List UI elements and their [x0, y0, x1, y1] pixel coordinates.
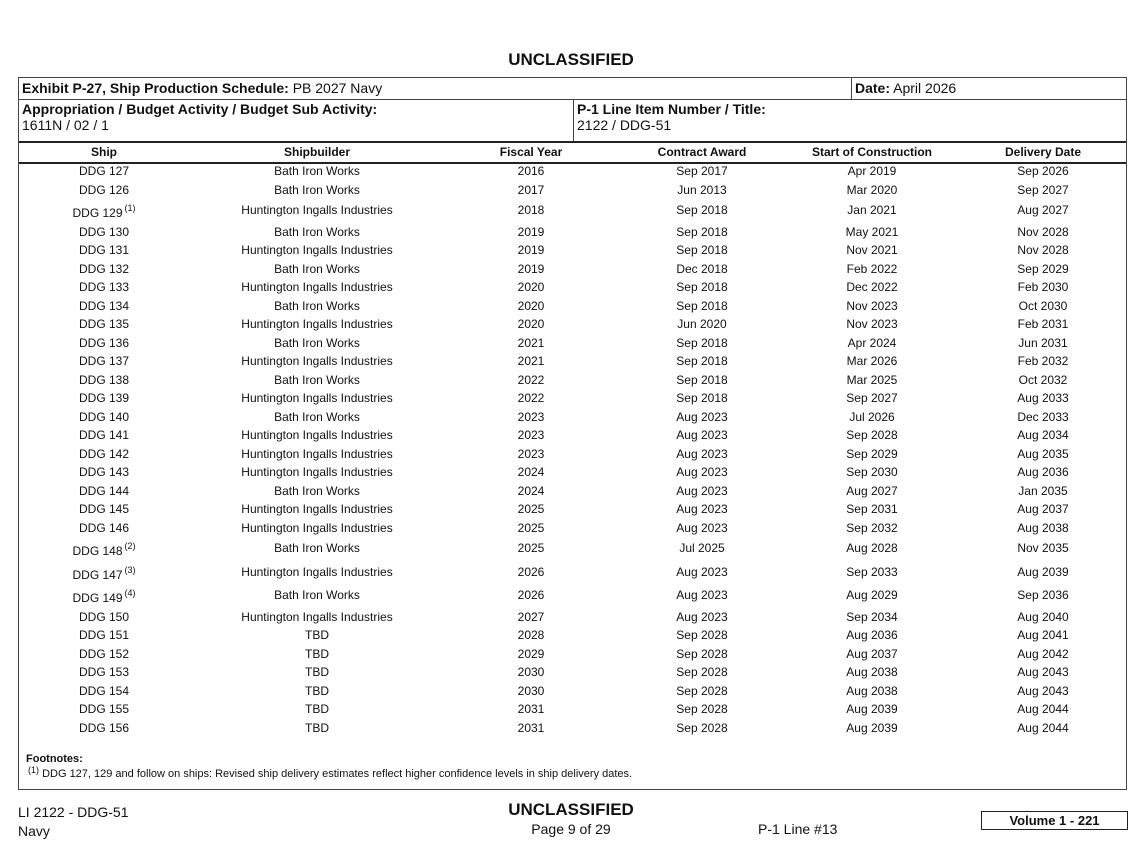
- col-header-shipbuilder: Shipbuilder: [284, 145, 350, 159]
- cell-contract-award: Aug 2023: [676, 409, 728, 424]
- cell-delivery-date: Aug 2039: [1017, 564, 1069, 579]
- cell-shipbuilder: Huntington Ingalls Industries: [241, 317, 393, 331]
- cell-ship: [79, 317, 129, 331]
- cell-ship: [79, 183, 129, 197]
- cell-contract-award: Sep 2018: [676, 391, 728, 405]
- cell-ship: [79, 684, 129, 698]
- cell-fiscal-year: 2025: [517, 541, 545, 555]
- cell-start-construction: Apr 2019: [847, 164, 897, 178]
- exhibit-value: PB 2027 Navy: [292, 80, 383, 96]
- cell-contract-award: Sep 2018: [676, 298, 728, 313]
- ship-name: DDG 134: [78, 298, 130, 313]
- table-row: [19, 243, 1126, 262]
- cell-delivery-date: Nov 2028: [1017, 224, 1069, 239]
- cell-contract-award: Sep 2018: [676, 203, 728, 217]
- ship-name: DDG 148: [72, 544, 123, 558]
- cell-delivery-date: Jun 2031: [1018, 335, 1068, 350]
- cell-start-construction: Mar 2025: [846, 372, 898, 387]
- footer-center: [0, 800, 1142, 837]
- cell-start-construction: Sep 2030: [846, 465, 898, 479]
- cell-start-construction: Aug 2038: [846, 683, 898, 698]
- cell-ship: [79, 299, 129, 313]
- cell-delivery-date: Aug 2044: [1017, 702, 1069, 716]
- table-row: [19, 428, 1126, 447]
- table-row: [19, 484, 1126, 503]
- cell-contract-award: Jun 2020: [677, 317, 727, 331]
- table-row: [19, 373, 1126, 392]
- cell-delivery-date: Aug 2035: [1017, 446, 1069, 461]
- footer-line-item: LI 2122 - DDG-51: [18, 804, 129, 820]
- col-header-contract-award: Contract Award: [657, 145, 747, 159]
- cell-shipbuilder: Huntington Ingalls Industries: [241, 502, 393, 516]
- table-row: [19, 721, 1126, 740]
- column-headers: [19, 143, 1126, 164]
- ship-name: DDG 155: [78, 702, 130, 716]
- ship-name: DDG 145: [78, 502, 130, 516]
- cell-fiscal-year: 2019: [517, 224, 545, 239]
- table-row: [19, 201, 1126, 225]
- cell-start-construction: Aug 2036: [846, 628, 898, 642]
- cell-start-construction: Aug 2038: [846, 665, 898, 679]
- cell-ship: [79, 428, 129, 442]
- exhibit-label: Exhibit P-27, Ship Production Schedule:: [22, 80, 289, 96]
- cell-start-construction: Aug 2027: [846, 483, 898, 498]
- cell-ship: [79, 410, 129, 424]
- table-row: [19, 354, 1126, 373]
- cell-delivery-date: Feb 2030: [1017, 280, 1069, 294]
- cell-start-construction: Mar 2026: [846, 354, 898, 368]
- ship-name: DDG 156: [78, 720, 130, 735]
- cell-ship: [72, 203, 136, 220]
- cell-start-construction: Sep 2032: [846, 520, 898, 535]
- cell-shipbuilder: Bath Iron Works: [274, 182, 360, 197]
- cell-delivery-date: Feb 2031: [1017, 317, 1069, 331]
- ship-name: DDG 140: [78, 409, 130, 424]
- cell-fiscal-year: 2030: [517, 683, 545, 698]
- table-row: [19, 164, 1126, 183]
- cell-delivery-date: Sep 2026: [1017, 164, 1069, 178]
- ship-footnote-mark: (1): [124, 203, 136, 213]
- cell-start-construction: Aug 2039: [846, 702, 898, 716]
- table-row: [19, 465, 1126, 484]
- cell-contract-award: Sep 2018: [676, 280, 728, 294]
- cell-contract-award: Aug 2023: [676, 502, 728, 516]
- col-header-delivery-date: Delivery Date: [1004, 145, 1082, 159]
- cell-ship: [79, 225, 129, 239]
- cell-delivery-date: Aug 2041: [1017, 628, 1069, 642]
- cell-shipbuilder: Bath Iron Works: [274, 224, 360, 239]
- cell-contract-award: Sep 2028: [676, 646, 728, 661]
- cell-shipbuilder: Huntington Ingalls Industries: [241, 465, 393, 479]
- cell-fiscal-year: 2023: [517, 428, 545, 442]
- table-row: [19, 502, 1126, 521]
- exhibit-title: [22, 80, 382, 96]
- table-row: [19, 628, 1126, 647]
- cell-fiscal-year: 2031: [517, 720, 545, 735]
- footnotes-title: Footnotes:: [26, 753, 83, 765]
- table-row: [19, 299, 1126, 318]
- ship-name: DDG 126: [78, 182, 130, 197]
- cell-shipbuilder: Bath Iron Works: [274, 261, 360, 276]
- date-label: Date:: [855, 80, 891, 96]
- cell-delivery-date: Aug 2040: [1017, 609, 1069, 624]
- header-row-exhibit: [19, 78, 1126, 100]
- ship-name: DDG 141: [78, 428, 130, 442]
- table-row: [19, 336, 1126, 355]
- ship-name: DDG 135: [78, 317, 130, 331]
- cell-fiscal-year: 2016: [517, 164, 545, 178]
- cell-delivery-date: Aug 2034: [1017, 428, 1069, 442]
- cell-start-construction: Mar 2020: [846, 182, 898, 197]
- exhibit-frame: [18, 77, 1127, 790]
- volume-box: Volume 1 - 221: [981, 811, 1128, 830]
- cell-ship: [79, 447, 129, 461]
- table-row: [19, 610, 1126, 629]
- cell-contract-award: Sep 2018: [676, 224, 728, 239]
- cell-contract-award: Sep 2028: [676, 683, 728, 698]
- table-row: [19, 225, 1126, 244]
- cell-shipbuilder: Huntington Ingalls Industries: [241, 609, 393, 624]
- cell-fiscal-year: 2024: [517, 483, 545, 498]
- cell-ship: [79, 702, 129, 716]
- cell-contract-award: Sep 2018: [676, 243, 728, 257]
- p1-line-cell: [573, 99, 1126, 141]
- cell-shipbuilder: Bath Iron Works: [274, 409, 360, 424]
- cell-delivery-date: Nov 2035: [1017, 541, 1069, 555]
- ship-name: DDG 151: [78, 628, 130, 642]
- cell-fiscal-year: 2026: [517, 588, 545, 602]
- cell-start-construction: Apr 2024: [847, 335, 897, 350]
- cell-ship: [72, 588, 136, 605]
- cell-start-construction: Nov 2023: [846, 317, 898, 331]
- cell-start-construction: Aug 2037: [846, 646, 898, 661]
- cell-contract-award: Sep 2028: [676, 720, 728, 735]
- cell-start-construction: Aug 2029: [846, 588, 898, 602]
- cell-contract-award: Aug 2023: [676, 564, 728, 579]
- cell-fiscal-year: 2024: [517, 465, 545, 479]
- cell-shipbuilder: Bath Iron Works: [274, 335, 360, 350]
- ship-name: DDG 129: [72, 206, 123, 220]
- cell-shipbuilder: Bath Iron Works: [274, 588, 360, 602]
- cell-delivery-date: Aug 2036: [1017, 465, 1069, 479]
- cell-fiscal-year: 2022: [517, 372, 545, 387]
- table-row: [19, 563, 1126, 587]
- cell-shipbuilder: Bath Iron Works: [274, 483, 360, 498]
- cell-start-construction: Sep 2028: [846, 428, 898, 442]
- schedule-table-body: [19, 164, 1126, 739]
- ship-name: DDG 150: [78, 609, 130, 624]
- table-row: [19, 665, 1126, 684]
- header-row-appropriation: [19, 99, 1126, 143]
- cell-start-construction: May 2021: [845, 224, 899, 239]
- cell-shipbuilder: Huntington Ingalls Industries: [241, 391, 393, 405]
- ship-name: DDG 137: [78, 354, 130, 368]
- cell-delivery-date: Jan 2035: [1018, 483, 1068, 498]
- cell-delivery-date: Aug 2042: [1017, 646, 1069, 661]
- cell-start-construction: Sep 2031: [846, 502, 898, 516]
- cell-delivery-date: Aug 2037: [1017, 502, 1069, 516]
- cell-shipbuilder: Huntington Ingalls Industries: [241, 280, 393, 294]
- table-row: [19, 183, 1126, 202]
- cell-shipbuilder: Bath Iron Works: [274, 298, 360, 313]
- cell-ship: [79, 721, 129, 735]
- cell-delivery-date: Feb 2032: [1017, 354, 1069, 368]
- classification-top: UNCLASSIFIED: [508, 50, 634, 69]
- table-row: [19, 586, 1126, 610]
- table-row: [19, 447, 1126, 466]
- cell-delivery-date: Aug 2043: [1017, 665, 1069, 679]
- cell-delivery-date: Aug 2027: [1017, 203, 1069, 217]
- ship-footnote-mark: (3): [124, 564, 136, 575]
- cell-delivery-date: Aug 2043: [1017, 683, 1069, 698]
- cell-shipbuilder: Huntington Ingalls Industries: [241, 520, 393, 535]
- cell-fiscal-year: 2029: [517, 646, 545, 661]
- ship-name: DDG 131: [78, 243, 130, 257]
- date-cell: [851, 78, 1126, 99]
- cell-contract-award: Sep 2018: [676, 354, 728, 368]
- cell-shipbuilder: TBD: [305, 665, 329, 679]
- cell-ship: [79, 628, 129, 642]
- ship-name: DDG 143: [78, 465, 130, 479]
- cell-shipbuilder: TBD: [305, 628, 329, 642]
- cell-start-construction: Nov 2021: [846, 243, 898, 257]
- appropriation-value: 1611N / 02 / 1: [22, 117, 109, 133]
- cell-ship: [72, 541, 136, 558]
- cell-fiscal-year: 2023: [517, 446, 545, 461]
- cell-contract-award: Sep 2018: [676, 372, 728, 387]
- cell-contract-award: Aug 2023: [676, 588, 728, 602]
- cell-contract-award: Jul 2025: [679, 541, 725, 555]
- cell-ship: [79, 354, 129, 368]
- cell-contract-award: Aug 2023: [676, 428, 728, 442]
- cell-delivery-date: Sep 2029: [1017, 261, 1069, 276]
- cell-ship: [79, 521, 129, 535]
- cell-delivery-date: Sep 2027: [1017, 182, 1069, 197]
- ship-name: DDG 133: [78, 280, 130, 294]
- cell-delivery-date: Dec 2033: [1017, 409, 1069, 424]
- ship-name: DDG 146: [78, 520, 130, 535]
- table-row: [19, 280, 1126, 299]
- ship-name: DDG 138: [78, 372, 130, 387]
- cell-start-construction: Jul 2026: [849, 409, 895, 424]
- cell-shipbuilder: Bath Iron Works: [274, 541, 360, 555]
- cell-ship: [79, 262, 129, 276]
- cell-fiscal-year: 2019: [517, 261, 545, 276]
- cell-delivery-date: Aug 2038: [1017, 520, 1069, 535]
- cell-delivery-date: Sep 2036: [1017, 588, 1069, 602]
- cell-start-construction: Aug 2028: [846, 541, 898, 555]
- table-row: [19, 317, 1126, 336]
- cell-fiscal-year: 2020: [517, 280, 545, 294]
- classification-bottom: UNCLASSIFIED: [508, 800, 634, 819]
- cell-contract-award: Aug 2023: [676, 520, 728, 535]
- footnote-item: [26, 765, 633, 780]
- ship-footnote-mark: (4): [124, 588, 136, 598]
- cell-fiscal-year: 2027: [517, 609, 545, 624]
- ship-name: DDG 130: [78, 224, 130, 239]
- cell-ship: [72, 564, 136, 582]
- ship-name: DDG 142: [78, 446, 130, 461]
- cell-shipbuilder: Huntington Ingalls Industries: [241, 428, 393, 442]
- footer-org: Navy: [18, 823, 50, 839]
- cell-start-construction: Sep 2029: [846, 446, 898, 461]
- cell-ship: [79, 484, 129, 498]
- table-row: [19, 521, 1126, 540]
- cell-ship: [79, 647, 129, 661]
- table-row: [19, 647, 1126, 666]
- cell-fiscal-year: 2020: [517, 317, 545, 331]
- ship-name: DDG 144: [78, 483, 130, 498]
- ship-footnote-mark: (2): [124, 541, 136, 551]
- cell-contract-award: Aug 2023: [676, 483, 728, 498]
- cell-start-construction: Sep 2027: [846, 391, 898, 405]
- cell-ship: [79, 243, 129, 257]
- cell-start-construction: Nov 2023: [846, 298, 898, 313]
- ship-name: DDG 153: [78, 665, 130, 679]
- footnote-text: DDG 127, 129 and follow on ships: Revised ship delivery estimates reflect higher confidence levels in ship delivery dates.: [42, 768, 633, 780]
- cell-contract-award: Dec 2018: [676, 261, 728, 276]
- cell-delivery-date: Aug 2044: [1017, 720, 1069, 735]
- cell-start-construction: Dec 2022: [846, 280, 898, 294]
- cell-fiscal-year: 2026: [517, 564, 545, 579]
- cell-shipbuilder: TBD: [305, 702, 329, 716]
- table-row: [19, 702, 1126, 721]
- cell-ship: [79, 373, 129, 387]
- cell-ship: [79, 610, 129, 624]
- cell-contract-award: Aug 2023: [676, 446, 728, 461]
- cell-ship: [79, 164, 129, 178]
- table-row: [19, 410, 1126, 429]
- cell-fiscal-year: 2028: [517, 628, 545, 642]
- appropriation-label: Appropriation / Budget Activity / Budget Sub Activity:: [22, 101, 378, 117]
- cell-fiscal-year: 2022: [517, 391, 545, 405]
- cell-shipbuilder: Huntington Ingalls Industries: [241, 564, 393, 579]
- cell-shipbuilder: Huntington Ingalls Industries: [241, 354, 393, 368]
- col-header-start-construction: Start of Construction: [812, 145, 932, 159]
- col-header-fiscal-year: Fiscal Year: [499, 145, 563, 159]
- cell-shipbuilder: Bath Iron Works: [274, 372, 360, 387]
- cell-delivery-date: Aug 2033: [1017, 391, 1069, 405]
- ship-name: DDG 136: [78, 335, 130, 350]
- cell-fiscal-year: 2021: [517, 354, 545, 368]
- cell-ship: [79, 336, 129, 350]
- ship-name: DDG 152: [78, 646, 130, 661]
- cell-shipbuilder: Huntington Ingalls Industries: [241, 203, 393, 217]
- ship-name: DDG 139: [78, 391, 130, 405]
- cell-shipbuilder: TBD: [305, 720, 329, 735]
- ship-name: DDG 149: [72, 591, 123, 605]
- p1-line-label: P-1 Line Item Number / Title:: [577, 101, 766, 117]
- cell-fiscal-year: 2017: [517, 182, 545, 197]
- cell-start-construction: Sep 2034: [846, 609, 898, 624]
- cell-ship: [79, 465, 129, 479]
- cell-contract-award: Sep 2028: [676, 665, 728, 679]
- cell-delivery-date: Nov 2028: [1017, 243, 1069, 257]
- page-number: Page 9 of 29: [531, 821, 611, 837]
- cell-fiscal-year: 2021: [517, 335, 545, 350]
- ship-name: DDG 132: [78, 261, 130, 276]
- cell-contract-award: Sep 2028: [676, 702, 728, 716]
- ship-name: DDG 127: [78, 164, 130, 178]
- cell-fiscal-year: 2030: [517, 665, 545, 679]
- date-value: April 2026: [893, 80, 957, 96]
- cell-shipbuilder: TBD: [305, 683, 329, 698]
- cell-fiscal-year: 2023: [517, 409, 545, 424]
- cell-fiscal-year: 2020: [517, 298, 545, 313]
- cell-delivery-date: Oct 2032: [1018, 372, 1068, 387]
- cell-ship: [79, 280, 129, 294]
- cell-fiscal-year: 2019: [517, 243, 545, 257]
- cell-contract-award: Sep 2018: [676, 335, 728, 350]
- table-row: [19, 391, 1126, 410]
- cell-start-construction: Feb 2022: [846, 261, 898, 276]
- ship-name: DDG 154: [78, 683, 130, 698]
- cell-contract-award: Jun 2013: [677, 182, 727, 197]
- cell-start-construction: Jan 2021: [847, 203, 897, 217]
- cell-start-construction: Aug 2039: [846, 720, 898, 735]
- cell-fiscal-year: 2031: [517, 702, 545, 716]
- cell-contract-award: Aug 2023: [676, 465, 728, 479]
- cell-contract-award: Sep 2028: [676, 628, 728, 642]
- footer-p1-line: P-1 Line #13: [758, 821, 838, 837]
- cell-ship: [79, 665, 129, 679]
- cell-shipbuilder: Huntington Ingalls Industries: [241, 243, 393, 257]
- ship-name: DDG 147: [72, 567, 123, 582]
- table-row: [19, 539, 1126, 563]
- cell-start-construction: Sep 2033: [846, 564, 898, 579]
- p1-line-value: 2122 / DDG-51: [577, 117, 672, 133]
- table-row: [19, 262, 1126, 281]
- cell-delivery-date: Oct 2030: [1018, 298, 1068, 313]
- cell-fiscal-year: 2025: [517, 520, 545, 535]
- cell-shipbuilder: Bath Iron Works: [274, 164, 360, 178]
- col-header-ship: Ship: [91, 145, 117, 159]
- cell-ship: [79, 391, 129, 405]
- cell-fiscal-year: 2018: [517, 203, 545, 217]
- appropriation-cell: [22, 101, 377, 133]
- table-row: [19, 684, 1126, 703]
- cell-shipbuilder: Huntington Ingalls Industries: [241, 446, 393, 461]
- footnote-mark: (1): [28, 765, 39, 775]
- cell-contract-award: Aug 2023: [676, 609, 728, 624]
- cell-contract-award: Sep 2017: [676, 164, 728, 178]
- footnotes: [26, 753, 632, 780]
- cell-ship: [79, 502, 129, 516]
- cell-shipbuilder: TBD: [305, 646, 329, 661]
- cell-fiscal-year: 2025: [517, 502, 545, 516]
